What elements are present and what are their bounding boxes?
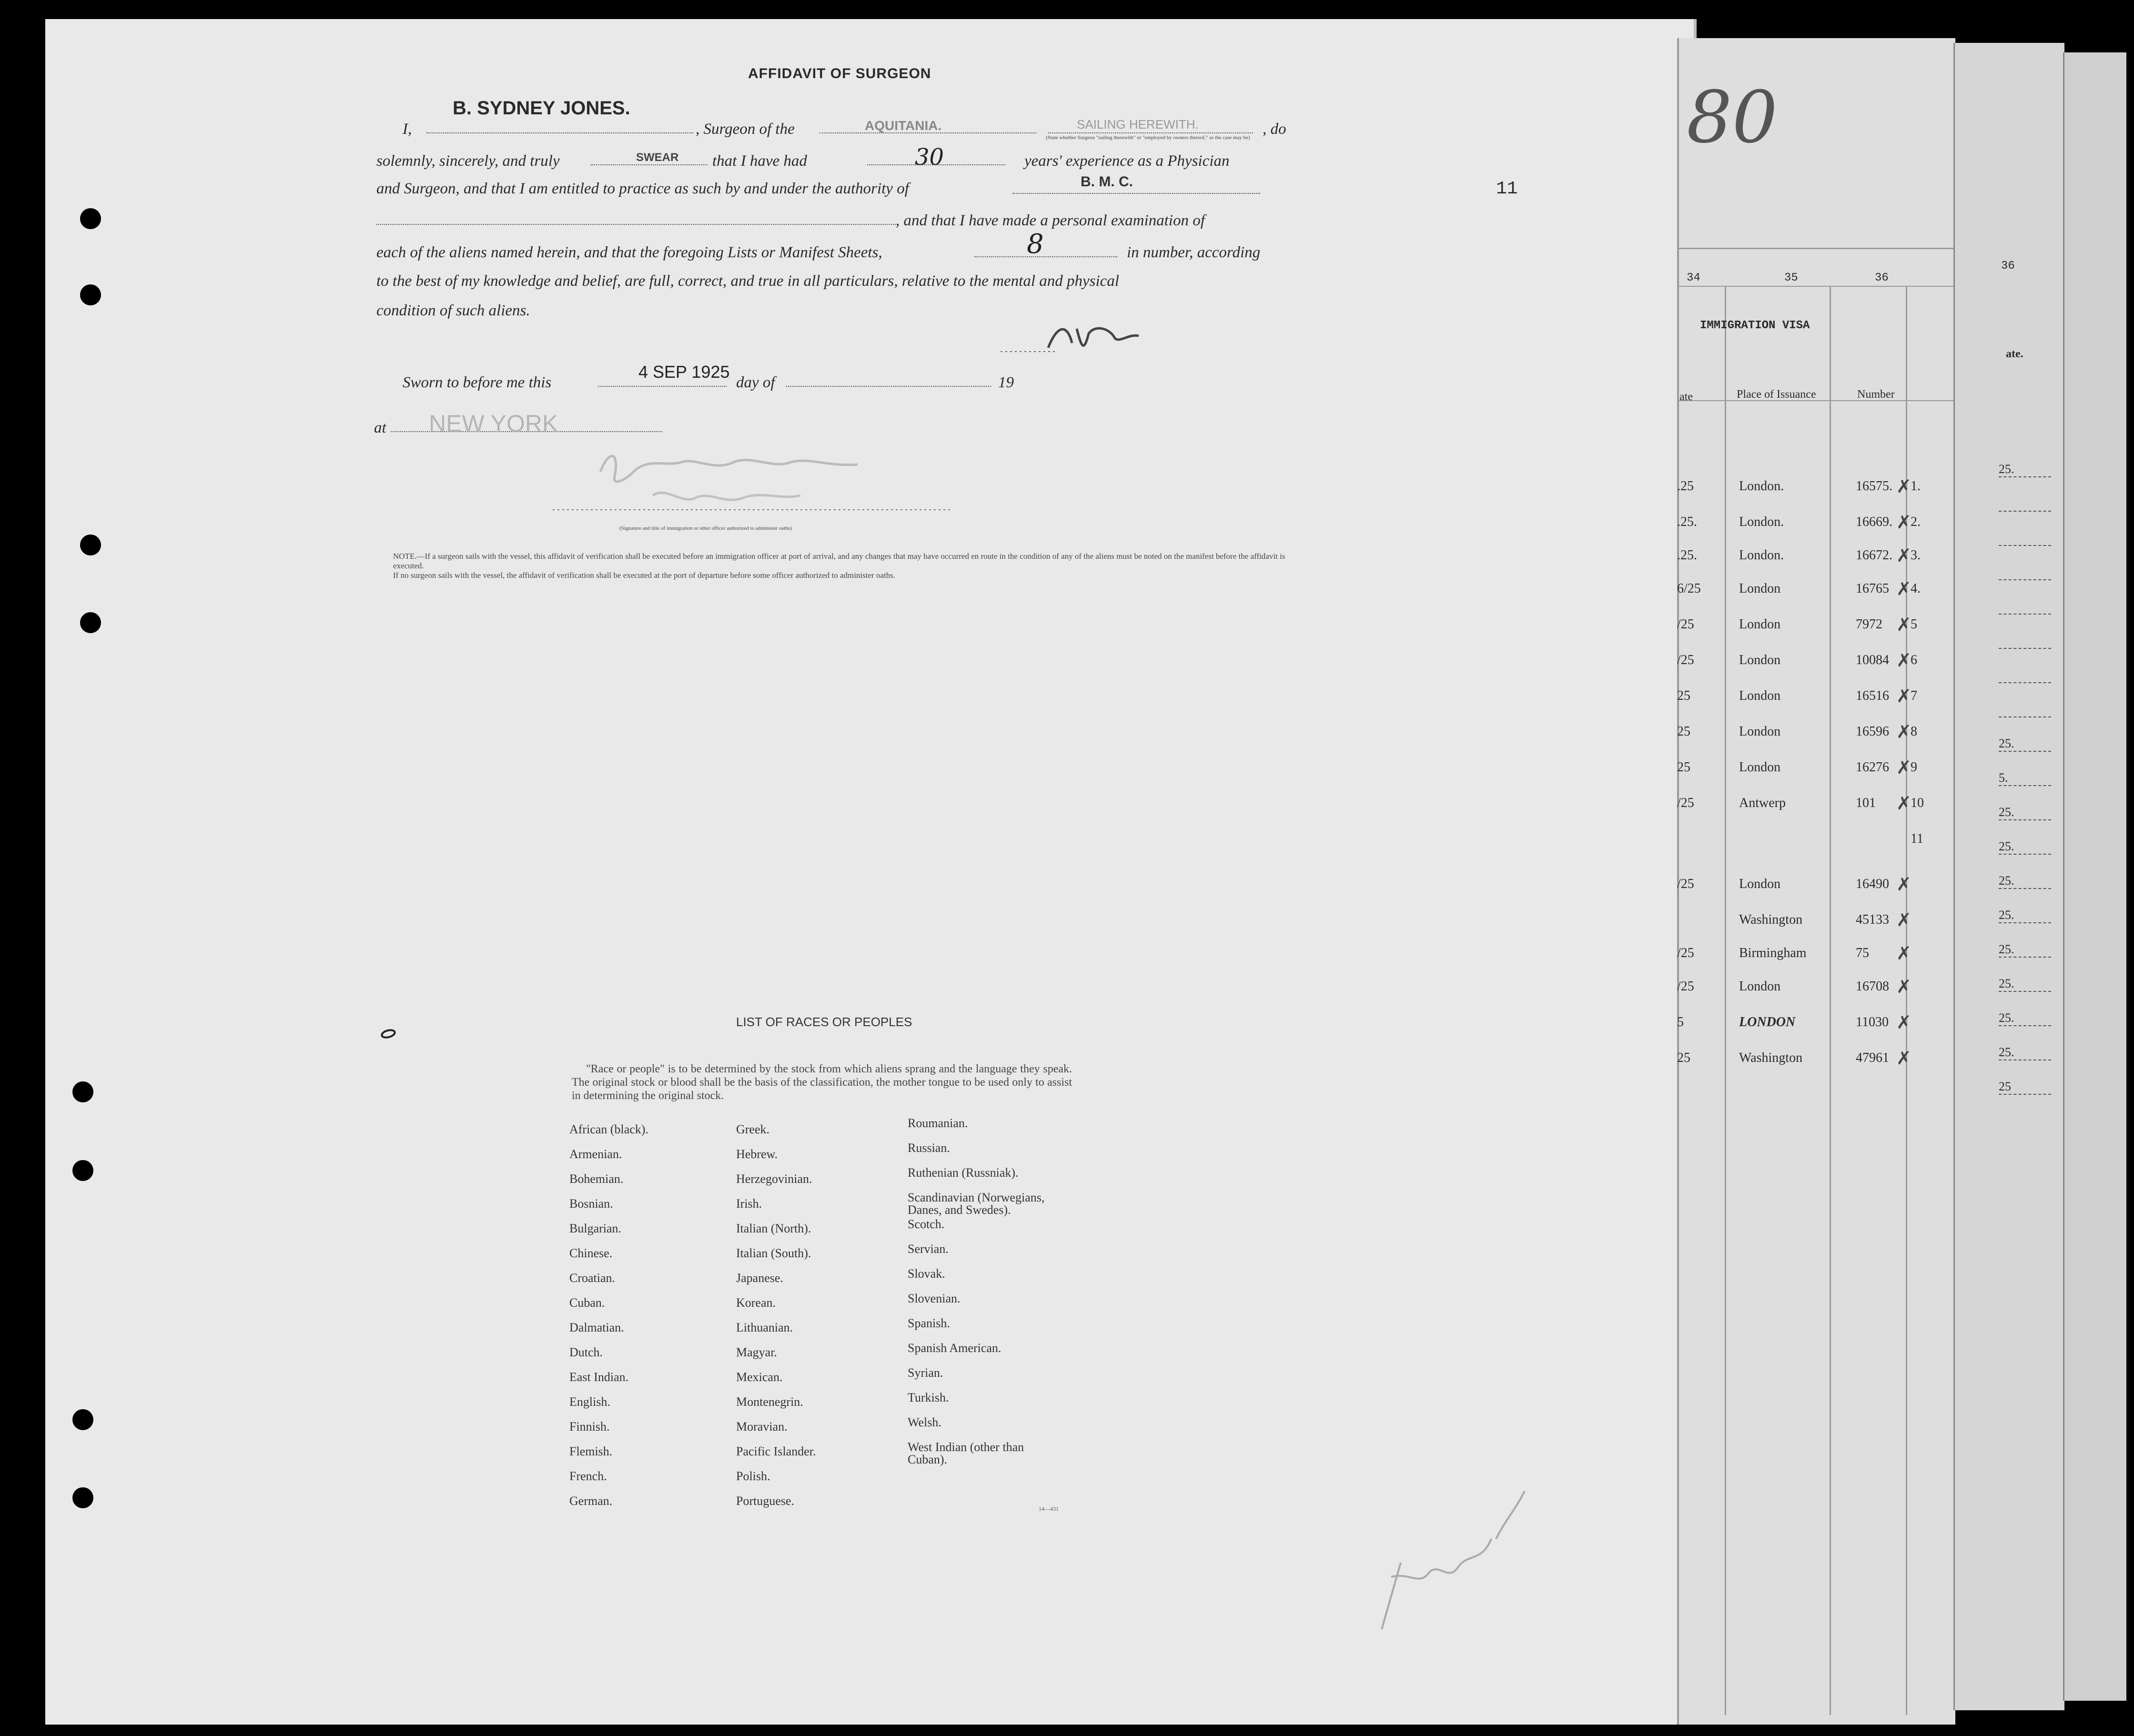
at-text: at [374, 419, 386, 436]
visa-place: London. [1739, 515, 1784, 529]
visa-row [1677, 653, 1953, 681]
races-title: LIST OF RACES OR PEOPLES [736, 1015, 912, 1029]
race-item: Irish. [736, 1197, 762, 1211]
visa-place: Washington [1739, 912, 1803, 927]
binder-hole [72, 1487, 93, 1508]
place-stamp: NEW YORK [429, 410, 558, 437]
binder-hole [80, 284, 101, 305]
visa-line: 2. [1911, 515, 1921, 529]
years-value: 30 [915, 144, 944, 171]
visa-table [1677, 38, 1953, 1725]
race-item: Dalmatian. [569, 1321, 624, 1334]
visa-date: 25 [1677, 1050, 1690, 1065]
examination-text: , and that I have made a personal examination of [896, 212, 1205, 229]
visa-place: Birmingham [1739, 946, 1807, 960]
visa-number: 16575. [1856, 479, 1892, 494]
sheets-end-text: in number, according [1127, 244, 1261, 261]
binder-hole [72, 1409, 93, 1430]
check-mark: ✗ [1896, 977, 1911, 997]
binder-hole [72, 1160, 93, 1181]
date-line [598, 386, 727, 387]
header-rule [1677, 286, 1953, 287]
next-sheet-value [1999, 599, 2051, 615]
check-mark: ✗ [1896, 944, 1911, 964]
page-number: 11 [1496, 179, 1518, 199]
signature-caption: (Signature and title of immigration or other officer authorized to administer oaths) [619, 525, 792, 531]
binder-hole [80, 208, 101, 229]
race-item: Spanish American. [908, 1341, 1001, 1355]
sworn-date: 4 SEP 1925 [638, 362, 730, 382]
visa-row [1677, 479, 1953, 507]
visa-number: 16516 [1856, 688, 1889, 703]
next-sheet-value [1999, 634, 2051, 649]
authority-line-2 [376, 224, 896, 225]
race-item: Mexican. [736, 1370, 783, 1384]
col-34: 34 [1687, 272, 1700, 284]
race-item: Ruthenian (Russniak). [908, 1166, 1019, 1180]
next-sheet-column [1953, 43, 2063, 1710]
race-item: Herzegovinian. [736, 1172, 812, 1186]
affidavit-title: AFFIDAVIT OF SURGEON [748, 66, 931, 81]
races-column-3 [908, 1117, 1044, 1468]
check-mark: ✗ [1896, 651, 1911, 671]
sailing-note: (State whether Surgeon "sailing therewith" or "employed by owners thereof," as the case may be) [1046, 135, 1250, 141]
visa-number: 10084 [1856, 653, 1889, 667]
next-sheet-value [1999, 496, 2051, 512]
visa-row [1677, 617, 1953, 646]
race-item: Spanish. [908, 1316, 950, 1330]
races-column-2 [736, 1117, 816, 1514]
visa-number: 75 [1856, 946, 1869, 960]
visa-place: London [1739, 688, 1781, 703]
visa-date: /25 [1677, 946, 1694, 960]
race-item: Scotch. [908, 1217, 945, 1231]
visa-line: 11 [1911, 831, 1923, 846]
race-item: Hebrew. [736, 1147, 778, 1161]
races-table [569, 1117, 1093, 1517]
race-item: Magyar. [736, 1345, 777, 1359]
visa-place: London [1739, 581, 1781, 596]
visa-number: 16765 [1856, 581, 1889, 596]
visa-row [1677, 796, 1953, 824]
visa-line: 10 [1911, 796, 1924, 810]
belief-text: to the best of my knowledge and belief, are full, correct, and true in all particulars, relative to the mental and physical [376, 273, 1119, 290]
visa-row [1677, 1050, 1953, 1079]
next-sheet-value: 25. [1999, 942, 2051, 958]
col-35: 35 [1784, 272, 1798, 284]
visa-line: 6 [1911, 653, 1917, 667]
visa-place: London [1739, 653, 1781, 667]
race-item: Bohemian. [569, 1172, 624, 1186]
visa-place: Washington [1739, 1050, 1803, 1065]
visa-date: .25. [1677, 515, 1697, 529]
race-item: Portuguese. [736, 1494, 795, 1508]
race-item: Greek. [736, 1122, 770, 1136]
check-mark: ✗ [1896, 546, 1911, 566]
check-mark: ✗ [1896, 722, 1911, 742]
race-item: English. [569, 1395, 610, 1409]
next-sheet-value: 25. [1999, 737, 2051, 752]
race-item: Lithuanian. [736, 1321, 793, 1334]
visa-row [1677, 688, 1953, 717]
visa-line: 3. [1911, 548, 1921, 563]
next-sheet-value: 25. [1999, 977, 2051, 992]
binder-hole [80, 535, 101, 555]
visa-row [1677, 548, 1953, 576]
race-item: East Indian. [569, 1370, 629, 1384]
header-rule [1677, 248, 1953, 249]
race-item: Polish. [736, 1469, 770, 1483]
visa-row [1677, 1015, 1953, 1043]
authority-text: and Surgeon, and that I am entitled to practice as such by and under the authority of [376, 180, 909, 197]
visa-number: 101 [1856, 796, 1876, 810]
visa-date: /25 [1677, 877, 1694, 891]
check-mark: ✗ [1896, 910, 1911, 930]
col-36-next: 36 [2001, 260, 2015, 273]
race-item: African (black). [569, 1122, 649, 1136]
visa-place: London [1739, 617, 1781, 632]
ship-name: AQUITANIA. [865, 118, 942, 133]
visa-number: 16596 [1856, 724, 1889, 739]
race-item: Turkish. [908, 1391, 949, 1404]
surgeon-signature [1001, 314, 1201, 362]
race-item: Croatian. [569, 1271, 616, 1285]
visa-line: 8 [1911, 724, 1917, 739]
race-item: Bulgarian. [569, 1221, 622, 1235]
years-text: years' experience as a Physician [1024, 152, 1230, 170]
visa-number: 16669. [1856, 515, 1892, 529]
header-number: Number [1857, 388, 1895, 401]
header-date: ate [1679, 391, 1693, 403]
visa-place: Antwerp [1739, 796, 1786, 810]
visa-line: 5 [1911, 617, 1917, 632]
visa-row [1677, 515, 1953, 543]
next-sheet-value: 25 [1999, 1080, 2051, 1095]
visa-date: /25 [1677, 617, 1694, 632]
sheets-line [974, 256, 1117, 257]
next-sheet-value: 25. [1999, 1045, 2051, 1060]
sworn-text: Sworn to before me this [403, 374, 552, 391]
race-item: Cuban. [569, 1296, 605, 1310]
check-mark: ✗ [1896, 579, 1911, 599]
race-item: Slovak. [908, 1267, 945, 1281]
visa-number: 7972 [1856, 617, 1882, 632]
authority-line [1012, 193, 1260, 194]
race-item: Russian. [908, 1141, 950, 1155]
next-sheet-value [1999, 565, 2051, 580]
visa-number: 47961 [1856, 1050, 1889, 1065]
race-item: Chinese. [569, 1246, 613, 1260]
race-item: Scandinavian (Norwegians, Danes, and Swedes). [908, 1191, 1045, 1217]
visa-line: 1. [1911, 479, 1921, 494]
race-item: Japanese. [736, 1271, 783, 1285]
back-sheet-edge [2063, 52, 2126, 1701]
visa-date: 25 [1677, 724, 1690, 739]
next-sheet-value [1999, 668, 2051, 683]
surgeon-name: B. SYDNEY JONES. [453, 98, 630, 119]
race-item: Finnish. [569, 1420, 610, 1433]
check-mark: ✗ [1896, 1013, 1911, 1033]
check-mark: ✗ [1896, 1049, 1911, 1069]
race-item: Bosnian. [569, 1197, 613, 1211]
ship-line [819, 132, 1036, 133]
visa-date: .25. [1677, 548, 1697, 563]
visa-place: London [1739, 979, 1781, 994]
visa-number: 45133 [1856, 912, 1889, 927]
visa-date: 6/25 [1677, 581, 1701, 596]
do-text: , do [1263, 121, 1286, 138]
visa-row [1677, 831, 1953, 860]
visa-title: IMMIGRATION VISA [1700, 319, 1810, 332]
check-mark: ✗ [1896, 477, 1911, 497]
next-sheet-value: 25. [1999, 908, 2051, 923]
visa-place: London. [1739, 548, 1784, 563]
visa-place: LONDON [1739, 1015, 1796, 1029]
visa-row [1677, 979, 1953, 1008]
visa-date: 25 [1677, 688, 1690, 703]
year-prefix: 19 [998, 374, 1014, 391]
check-mark: ✗ [1896, 615, 1911, 635]
next-sheet-value: 25. [1999, 839, 2051, 855]
visa-date: .25 [1677, 479, 1694, 494]
check-mark: ✗ [1896, 875, 1911, 895]
visa-date: 5 [1677, 1015, 1684, 1029]
next-sheet-value: 25. [1999, 874, 2051, 889]
next-sheet-value: 25. [1999, 462, 2051, 477]
race-item: German. [569, 1494, 613, 1508]
pencil-note [1372, 1429, 1572, 1629]
races-column-1 [569, 1117, 648, 1514]
visa-row [1677, 912, 1953, 941]
races-intro: "Race or people" is to be determined by the stock from which aliens sprang and the language they speak. The original stock or blood shall be the basis of the classification, the mother tongue to be used only to assist in determining the original stock. [572, 1063, 1072, 1102]
next-sheet-value [1999, 702, 2051, 717]
sailing-line [1048, 132, 1253, 133]
visa-number: 16276 [1856, 760, 1889, 775]
day-of-text: day of [736, 374, 775, 391]
visa-row [1677, 946, 1953, 974]
form-number: 14—431 [1039, 1505, 1059, 1512]
next-sheet-value: 5. [1999, 771, 2051, 786]
visa-date: /25 [1677, 796, 1694, 810]
visa-place: London [1739, 760, 1781, 775]
condition-text: condition of such aliens. [376, 302, 530, 319]
next-header: ate. [2006, 348, 2023, 360]
swear-stamp: SWEAR [636, 151, 679, 164]
visa-line: 4. [1911, 581, 1921, 596]
race-item: Slovenian. [908, 1292, 961, 1305]
next-sheet-value: 25. [1999, 1011, 2051, 1026]
swear-line [591, 164, 708, 165]
affidavit-i: I, [403, 121, 412, 138]
race-item: Korean. [736, 1296, 776, 1310]
next-sheet-value: 25. [1999, 805, 2051, 820]
name-line [426, 132, 693, 133]
visa-place: London. [1739, 479, 1784, 494]
check-mark: ✗ [1896, 686, 1911, 707]
aliens-text: each of the aliens named herein, and that the foregoing Lists or Manifest Sheets, [376, 244, 882, 261]
visa-number: 16490 [1856, 877, 1889, 891]
race-item: Armenian. [569, 1147, 622, 1161]
race-item: Welsh. [908, 1415, 941, 1429]
visa-number: 16672. [1856, 548, 1892, 563]
binder-hole [80, 612, 101, 633]
visa-number: 16708 [1856, 979, 1889, 994]
sheets-value: 8 [1027, 229, 1044, 260]
visa-place: London [1739, 724, 1781, 739]
race-item: Montenegrin. [736, 1395, 803, 1409]
visa-line: 7 [1911, 688, 1917, 703]
month-line [786, 386, 991, 387]
surgeon-of-text: , Surgeon of the [696, 121, 795, 138]
check-mark: ✗ [1896, 513, 1911, 533]
sailing-stamp: SAILING HEREWITH. [1077, 117, 1199, 131]
stray-mark [379, 1027, 398, 1041]
officer-signature [524, 443, 953, 524]
header-place: Place of Issuance [1737, 388, 1816, 401]
note-2: If no surgeon sails with the vessel, the affidavit of verification shall be executed at the port of departure before some officer authorized to administer oaths. [393, 571, 896, 580]
race-item: West Indian (other than Cuban). [908, 1440, 1024, 1466]
next-sheet-value [1999, 531, 2051, 546]
race-item: Servian. [908, 1242, 949, 1256]
binder-hole [72, 1081, 93, 1102]
race-item: French. [569, 1469, 607, 1483]
race-item: Italian (North). [736, 1221, 811, 1235]
solemnly-text: solemnly, sincerely, and truly [376, 152, 560, 170]
visa-date: /25 [1677, 653, 1694, 667]
visa-line: 9 [1911, 760, 1917, 775]
handwritten-number: 80 [1687, 76, 1778, 159]
race-item: Flemish. [569, 1444, 613, 1458]
visa-row [1677, 760, 1953, 788]
visa-row [1677, 724, 1953, 753]
years-line [867, 164, 1005, 165]
visa-row [1677, 877, 1953, 905]
race-item: Pacific Islander. [736, 1444, 816, 1458]
race-item: Dutch. [569, 1345, 603, 1359]
race-item: Roumanian. [908, 1116, 968, 1130]
visa-date: /25 [1677, 979, 1694, 994]
check-mark: ✗ [1896, 758, 1911, 778]
race-item: Italian (South). [736, 1246, 811, 1260]
visa-number: 11030 [1856, 1015, 1889, 1029]
authority-value: B. M. C. [1081, 174, 1133, 190]
visa-place: London [1739, 877, 1781, 891]
race-item: Moravian. [736, 1420, 788, 1433]
col-36: 36 [1875, 272, 1889, 284]
race-item: Syrian. [908, 1366, 943, 1380]
that-text: that I have had [712, 152, 807, 170]
visa-date: 25 [1677, 760, 1690, 775]
check-mark: ✗ [1896, 794, 1911, 814]
note-1: NOTE.—If a surgeon sails with the vessel, this affidavit of verification shall be executed before an immigration officer at port of arrival, and any changes that may have occurred en route in the condition of any of the aliens must be noted on the manifest before the affidavit is executed. [393, 552, 1285, 570]
visa-row [1677, 581, 1953, 610]
